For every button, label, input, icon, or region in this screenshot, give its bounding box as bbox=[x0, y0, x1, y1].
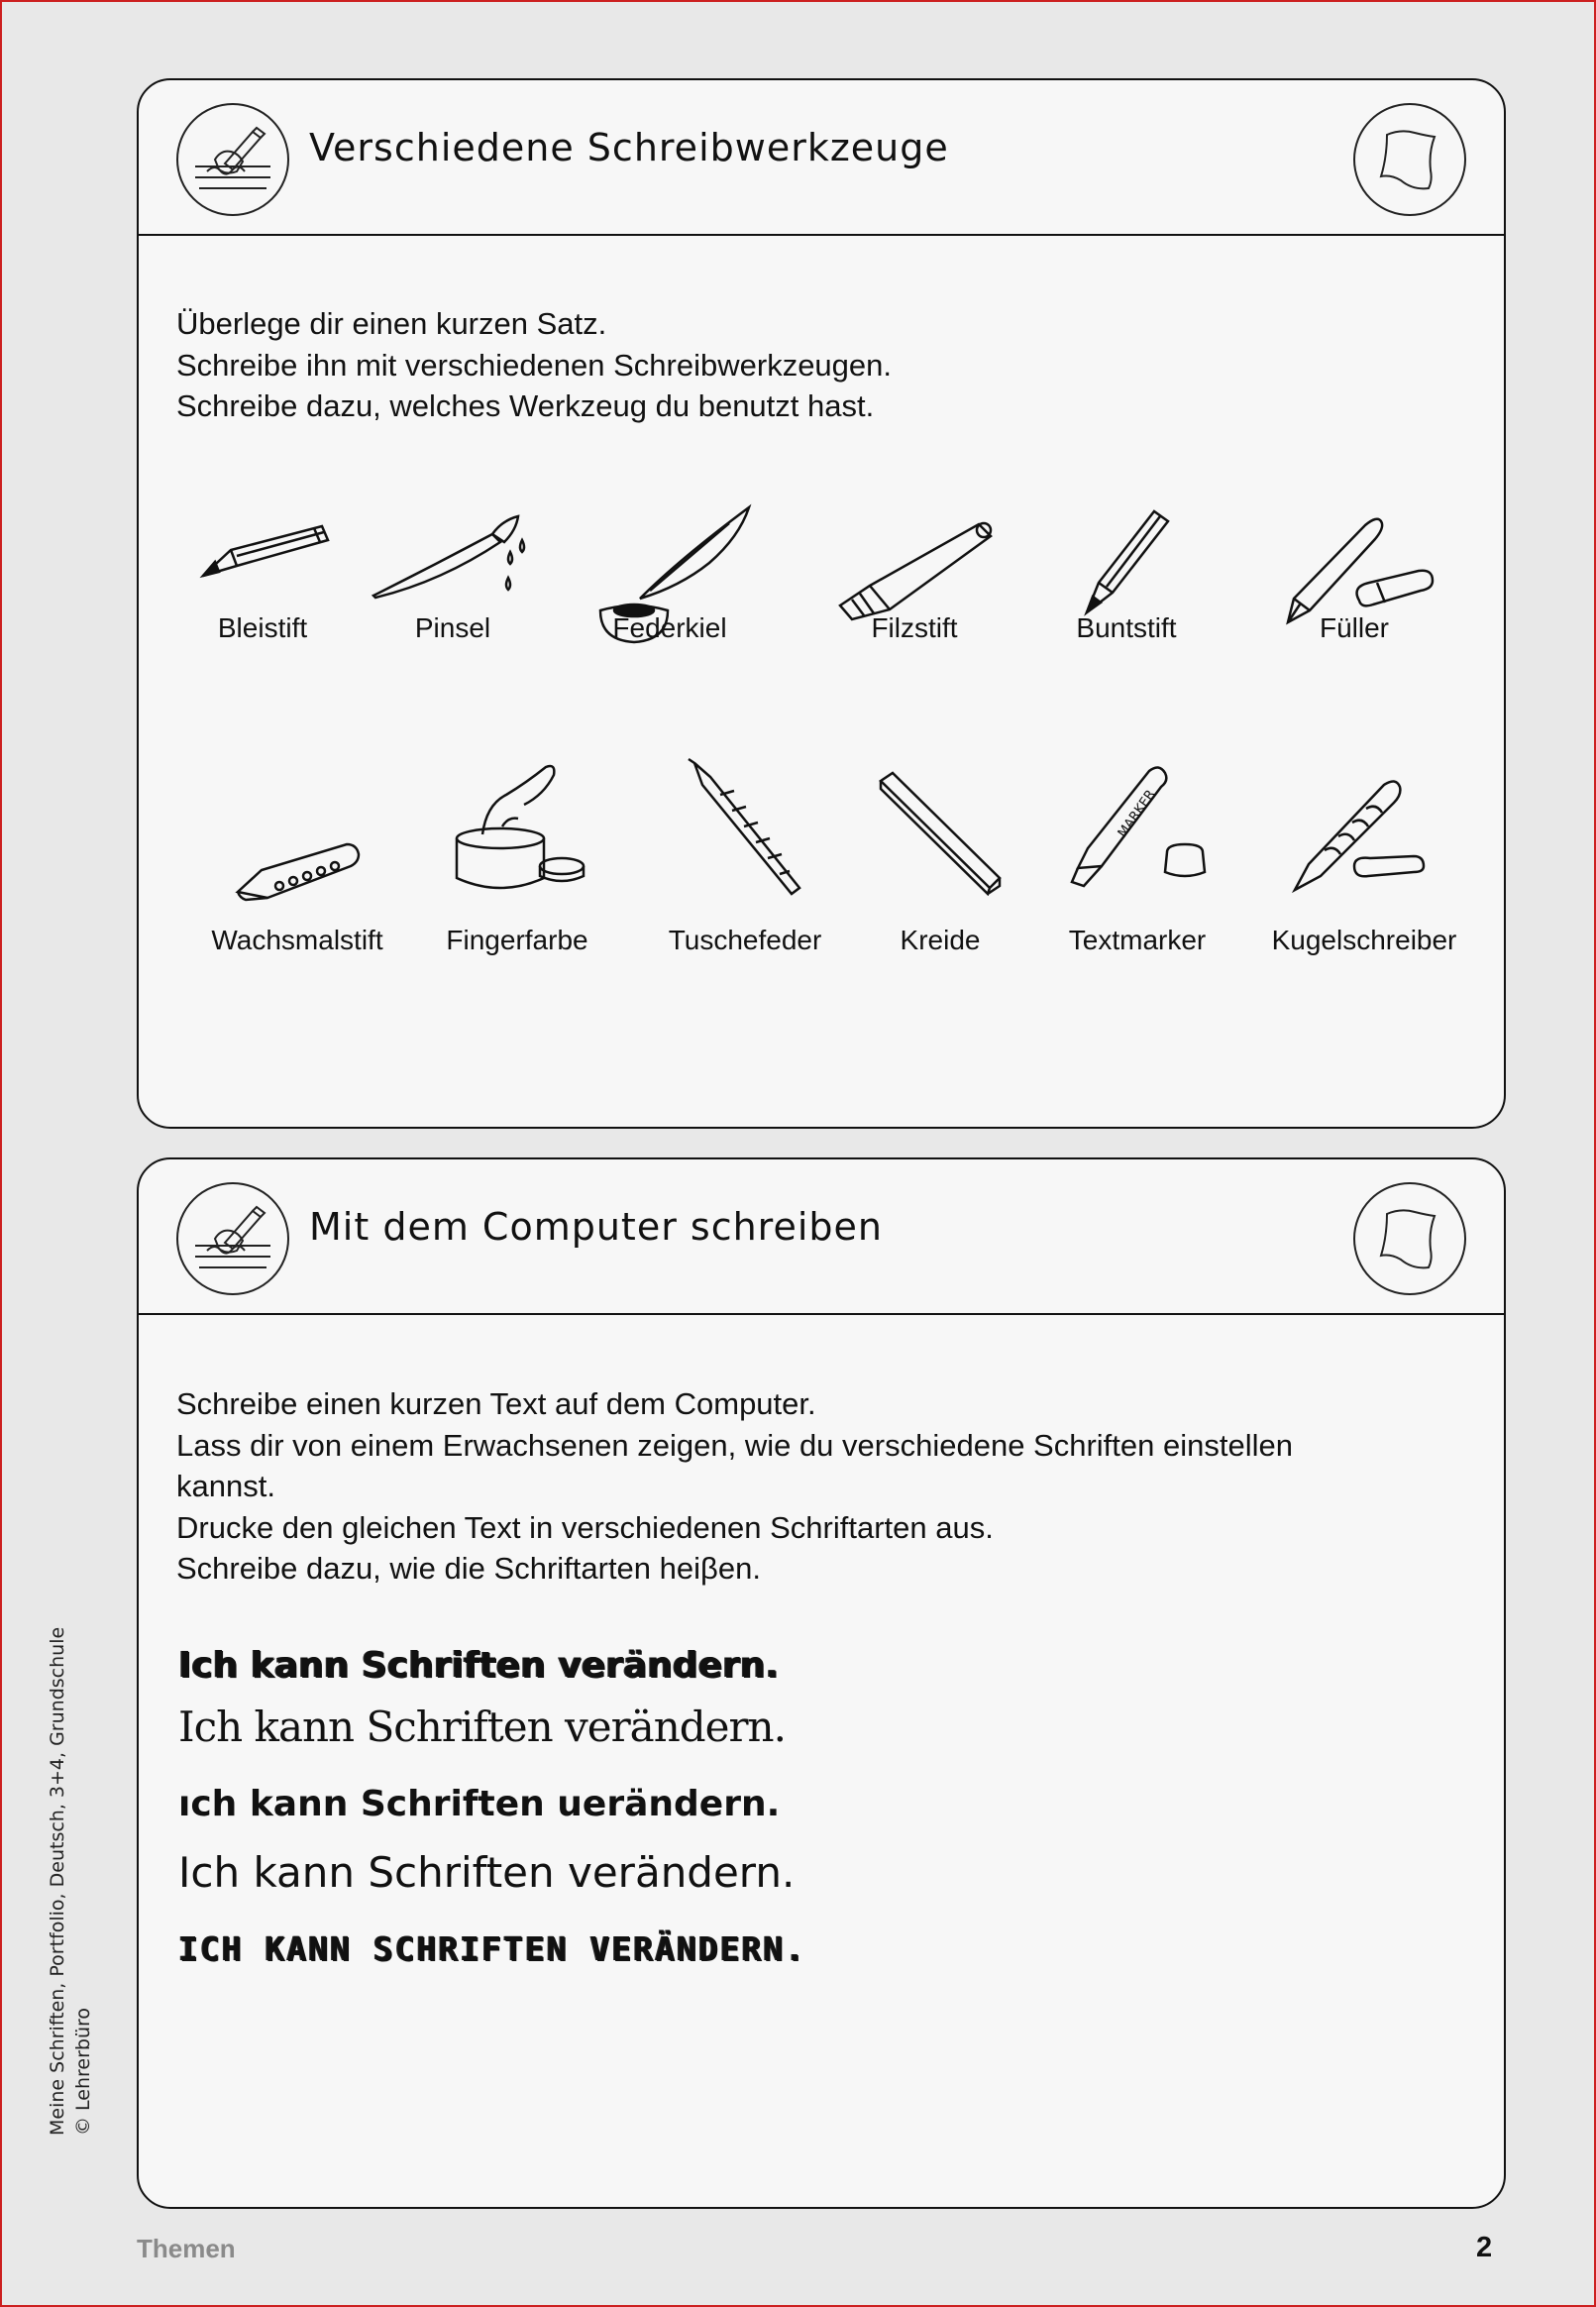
instruction-line: Schreibe einen kurzen Text auf dem Computer. bbox=[176, 1386, 816, 1421]
tool-fingerfarbe bbox=[398, 819, 636, 955]
tool-federkiel bbox=[551, 501, 789, 650]
tool-label: Textmarker bbox=[1068, 925, 1207, 955]
pencil-icon bbox=[193, 506, 332, 586]
font-sample: Ich kann Schriften verändern. bbox=[178, 1645, 780, 1686]
felt-pen-icon bbox=[830, 506, 999, 625]
tool-label: Buntstift bbox=[1076, 612, 1177, 643]
instruction-line: Schreibe dazu, wie die Schriftarten heiβen. bbox=[176, 1551, 761, 1586]
font-sample: ıch kann Schriften uerändern. bbox=[178, 1784, 781, 1824]
tool-label: Kugelschreiber bbox=[1271, 925, 1457, 955]
copyright-line: Meine Schriften, Portfolio, Deutsch, 3+4, Grundschule bbox=[47, 1626, 68, 2136]
finger-paint-icon bbox=[443, 757, 591, 896]
tool-label: Kreide bbox=[900, 925, 981, 955]
writing-hand-icon bbox=[176, 103, 289, 216]
instruction-line: Überlege dir einen kurzen Satz. bbox=[176, 306, 607, 341]
card-header bbox=[139, 80, 1504, 236]
tool-label: Bleistift bbox=[217, 612, 308, 643]
page-number: 2 bbox=[1476, 2232, 1493, 2263]
instruction-line: Lass dir von einem Erwachsenen zeigen, wie du verschiedene Schriften einstellen bbox=[176, 1427, 1293, 1463]
highlighter-icon bbox=[1058, 757, 1217, 896]
card-title: Verschiedene Schreibwerkzeuge bbox=[309, 126, 949, 169]
tool-wachsmalstift bbox=[178, 819, 416, 955]
tool-pinsel bbox=[334, 506, 572, 643]
paintbrush-icon bbox=[364, 506, 542, 605]
instruction-line: Schreibe ihn mit verschiedenen Schreibwerkzeugen. bbox=[176, 347, 893, 383]
ink-pen-icon bbox=[681, 757, 809, 896]
copyright-note bbox=[45, 1541, 96, 2136]
tool-buntstift bbox=[1008, 501, 1245, 643]
svg-text:MARKER: MARKER bbox=[1115, 787, 1159, 841]
tool-label: Filzstift bbox=[871, 612, 958, 643]
font-sample: Ich kann Schriften verändern. bbox=[178, 1703, 786, 1751]
copyright-line: © Lehrerbüro bbox=[72, 2007, 94, 2136]
font-sample: ICH KANN SCHRIFTEN VERÄNDERN. bbox=[178, 1929, 807, 1968]
fountain-pen-icon bbox=[1270, 501, 1438, 630]
wax-crayon-icon bbox=[228, 819, 367, 908]
card-writing-tools bbox=[137, 78, 1506, 1129]
footer-section: Themen bbox=[137, 2234, 236, 2263]
font-sample: Ich kann Schriften verändern. bbox=[178, 1848, 796, 1897]
card-title: Mit dem Computer schreiben bbox=[309, 1205, 883, 1249]
tool-label: Fingerfarbe bbox=[446, 925, 588, 955]
instruction-line: kannst. bbox=[176, 1469, 275, 1503]
tool-label: Federkiel bbox=[612, 612, 727, 643]
tool-kugelschreiber bbox=[1245, 819, 1483, 955]
ballpoint-pen-icon bbox=[1285, 767, 1443, 896]
tool-label: Füller bbox=[1319, 612, 1389, 643]
card-computer-writing bbox=[137, 1157, 1506, 2209]
tool-label: Pinsel bbox=[414, 612, 491, 643]
paper-sheet-icon bbox=[1353, 103, 1466, 216]
instruction-line: Schreibe dazu, welches Werkzeug du benutzt hast. bbox=[176, 388, 875, 423]
instructions bbox=[176, 1383, 1464, 1590]
chalk-icon bbox=[871, 767, 1010, 896]
tool-fueller bbox=[1235, 501, 1473, 643]
writing-hand-icon bbox=[176, 1182, 289, 1295]
instruction-line: Drucke den gleichen Text in verschiedenen Schriftarten aus. bbox=[176, 1509, 994, 1545]
tool-textmarker bbox=[1018, 787, 1256, 955]
colored-pencil-icon bbox=[1057, 501, 1196, 620]
tool-filzstift bbox=[796, 506, 1033, 643]
card-header bbox=[139, 1159, 1504, 1315]
tool-label: Tuschefeder bbox=[668, 925, 822, 955]
instructions bbox=[176, 303, 1464, 427]
tool-label: Wachsmalstift bbox=[211, 925, 383, 955]
paper-sheet-icon bbox=[1353, 1182, 1466, 1295]
